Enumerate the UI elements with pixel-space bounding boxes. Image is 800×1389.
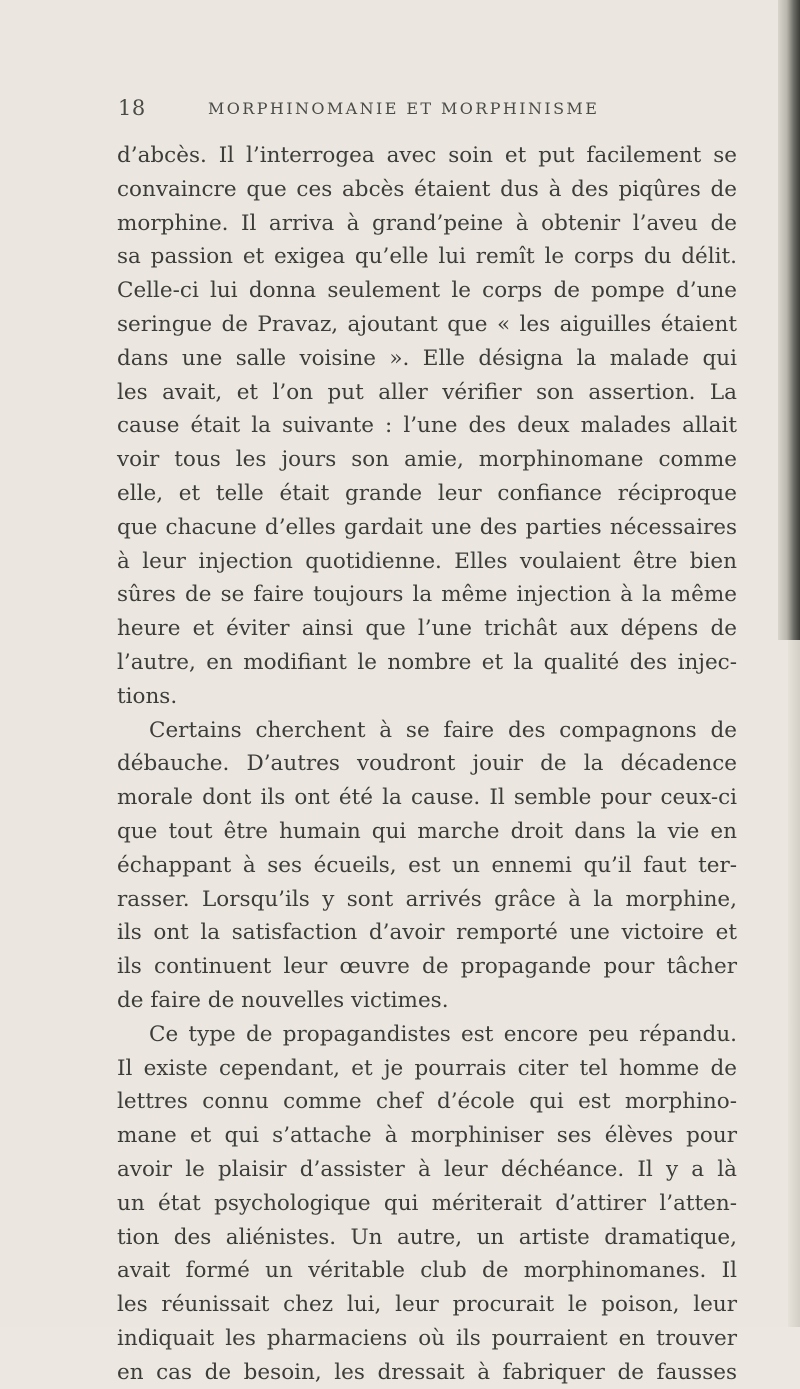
text-line: convaincre que ces abcès étaient dus à des piqûres de [117,176,737,202]
text-line: avoir le plaisir d’assister à leur déchéance. Il y a là [117,1156,737,1182]
text-line: de faire de nouvelles victimes. [117,987,449,1013]
text-line: indiquait les pharmaciens où ils pourraient en trouver [117,1325,737,1351]
text-line: avait formé un véritable club de morphinomanes. Il [117,1258,737,1284]
text-line: les réunissait chez lui, leur procurait le poison, leur [117,1292,737,1318]
text-line: voir tous les jours son amie, morphinomane comme [117,447,737,473]
text-line: rasser. Lorsqu’ils y sont arrivés grâce à la morphine, [117,886,737,912]
text-line: que tout être humain qui marche droit dans la vie en [117,818,737,844]
text-line: Celle-ci lui donna seulement le corps de pompe d’une [117,278,737,304]
page-number: 18 [118,96,146,120]
text-line: mane et qui s’attache à morphiniser ses élèves pour [117,1123,737,1149]
body-text [117,139,737,1389]
text-line: un état psychologique qui mériterait d’attirer l’atten- [117,1190,737,1216]
text-line: échappant à ses écueils, est un ennemi qu’il faut ter- [117,852,737,878]
text-line: débauche. D’autres voudront jouir de la décadence [117,751,737,777]
text-line: elle, et telle était grande leur confiance réciproque [117,480,737,506]
text-line: sa passion et exigea qu’elle lui remît le corps du délit. [117,244,737,270]
text-line: l’autre, en modifiant le nombre et la qualité des injec- [117,649,737,675]
page-edge-lower [788,640,800,1327]
text-line: heure et éviter ainsi que l’une trichât aux dépens de [117,616,737,642]
text-line: ils ont la satisfaction d’avoir remporté une victoire et [117,920,737,946]
text-line: les avait, et l’on put aller vérifier son assertion. La [117,379,737,405]
text-line: sûres de se faire toujours la même injection à la même [117,582,737,608]
text-line: seringue de Pravaz, ajoutant que « les aiguilles étaient [117,311,737,337]
text-line: Certains cherchent à se faire des compagnons de [149,717,737,743]
text-line: morale dont ils ont été la cause. Il semble pour ceux-ci [117,785,737,811]
text-line: morphine. Il arriva à grand’peine à obtenir l’aveu de [117,210,737,236]
text-line: ils continuent leur œuvre de propagande pour tâcher [117,954,737,980]
text-line: dans une salle voisine ». Elle désigna la malade qui [117,345,737,371]
text-line: à leur injection quotidienne. Elles voulaient être bien [117,548,737,574]
text-line: que chacune d’elles gardait une des parties nécessaires [117,514,737,540]
text-line: en cas de besoin, les dressait à fabriquer de fausses [117,1359,737,1385]
text-line: tions. [117,683,178,709]
text-line: Il existe cependant, et je pourrais citer tel homme de [117,1055,737,1081]
running-title: MORPHINOMANIE ET MORPHINISME [208,99,600,118]
text-line: d’abcès. Il l’interrogea avec soin et put facilement se [117,143,737,168]
text-line: Ce type de propagandistes est encore peu répandu. [149,1021,737,1047]
text-line: cause était la suivante : l’une des deux malades allait [117,413,737,439]
text-line: tion des aliénistes. Un autre, un artiste dramatique, [117,1224,737,1250]
running-header [118,96,718,126]
text-line: lettres connu comme chef d’école qui est morphino- [117,1089,737,1115]
page-edge-shadow [778,0,800,640]
